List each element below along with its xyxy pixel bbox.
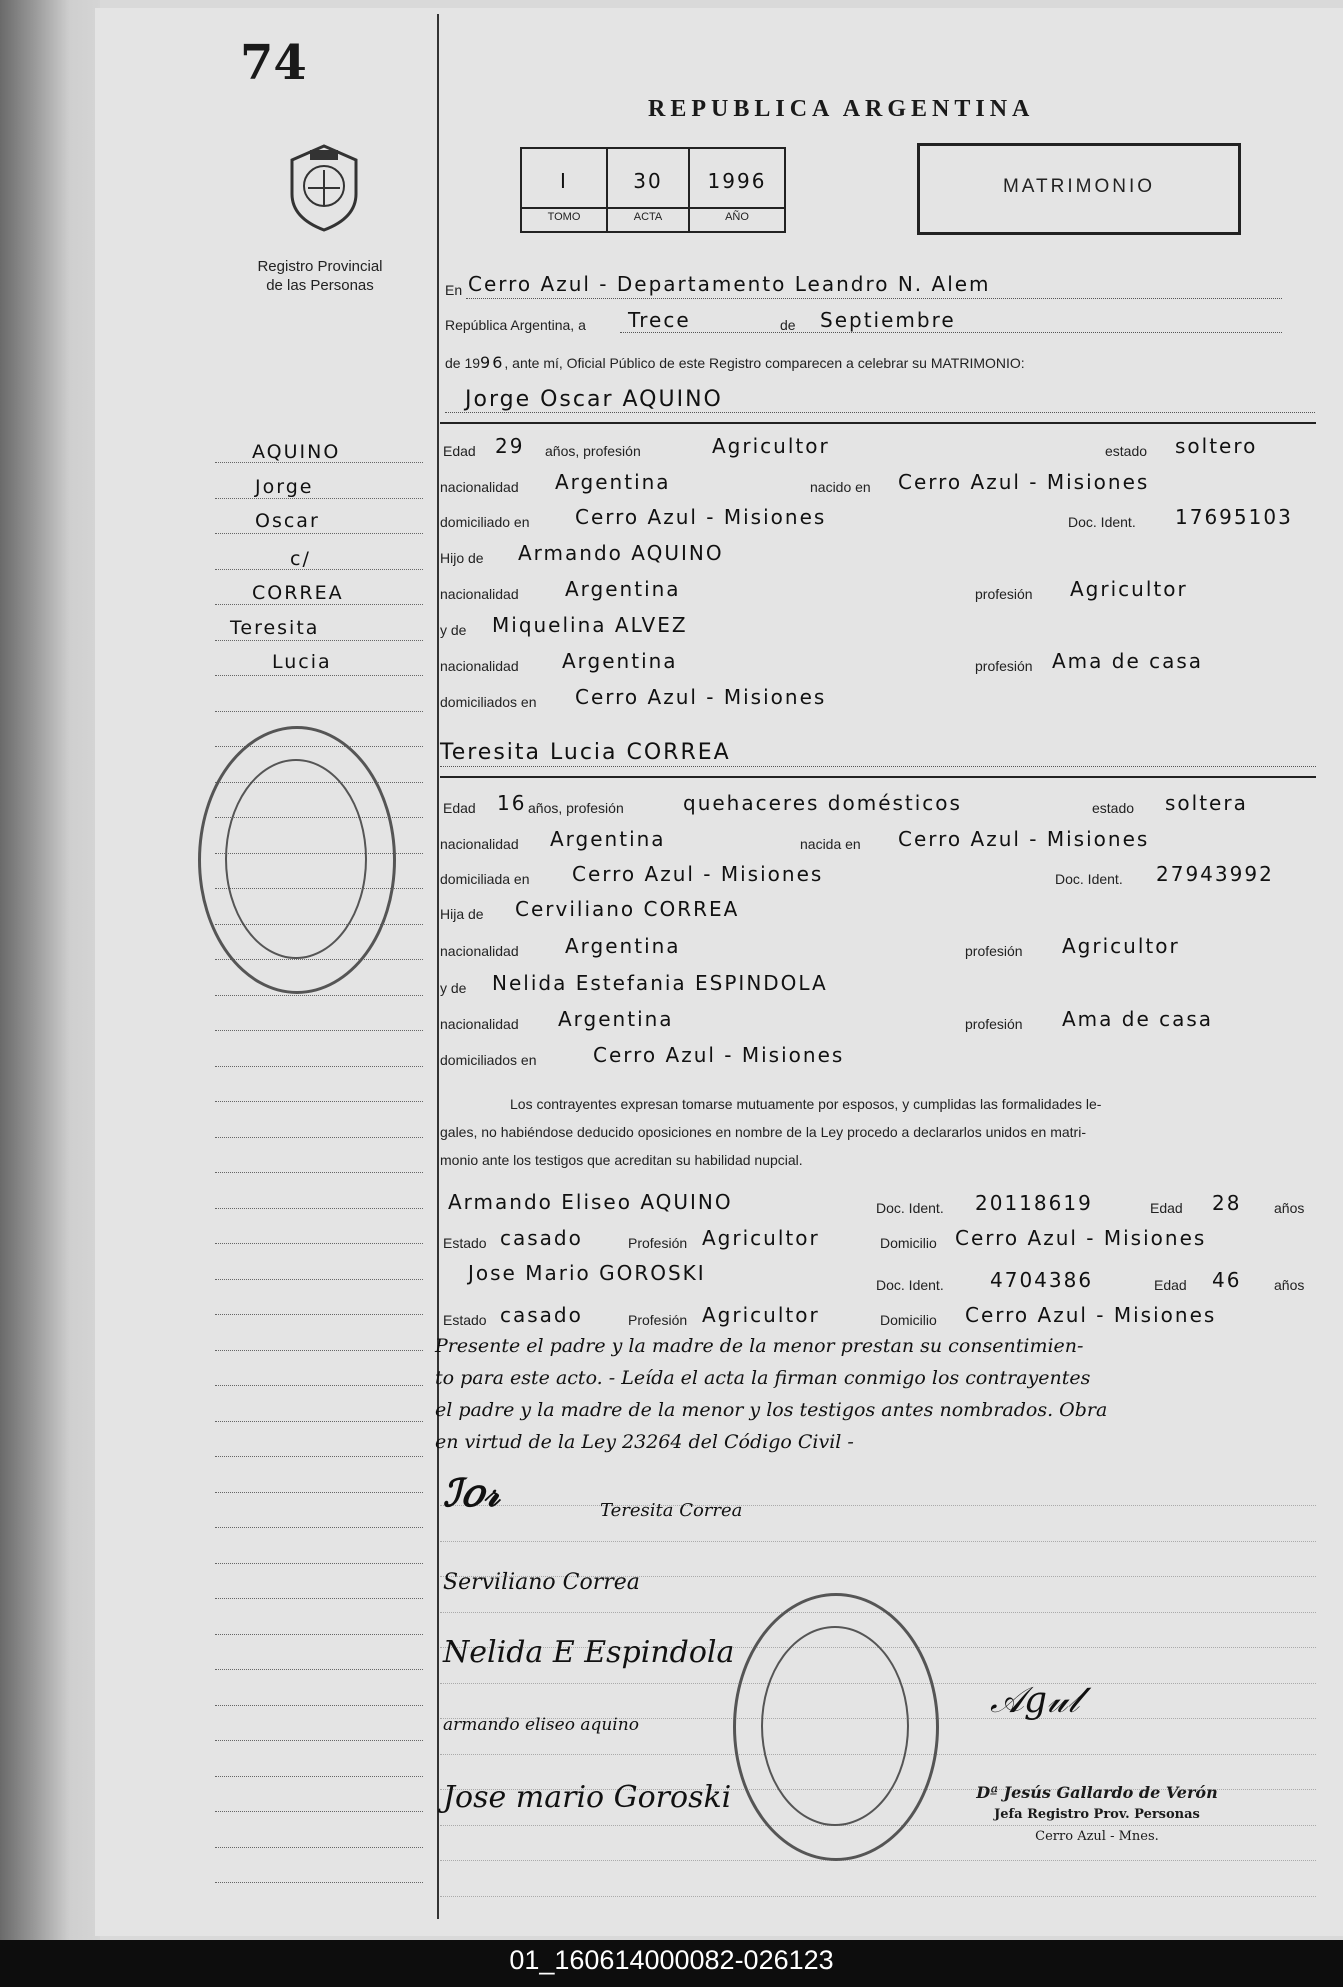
groom-prof-label: años, profesión bbox=[545, 443, 641, 459]
bride-padres-dom: Cerro Azul - Misiones bbox=[593, 1043, 845, 1067]
groom-nacido-label: nacido en bbox=[810, 479, 871, 495]
bride-prof-label: años, profesión bbox=[528, 800, 624, 816]
groom-madre-nac: Argentina bbox=[562, 649, 678, 673]
groom-madre-nac-label: nacionalidad bbox=[440, 658, 519, 674]
matrimonio-label: MATRIMONIO bbox=[1002, 176, 1156, 197]
intro-day: Trece bbox=[628, 308, 691, 332]
witness-1-doc: 20118619 bbox=[975, 1191, 1093, 1215]
margin-rule bbox=[215, 1847, 423, 1848]
bride-padre: Cerviliano CORREA bbox=[515, 897, 740, 921]
witness-1-estado: casado bbox=[500, 1226, 583, 1250]
margin-rule bbox=[215, 569, 423, 570]
signature-contrayente: ℐ𝑜𝓇 bbox=[443, 1470, 500, 1515]
witness-2-anos-label: años bbox=[1274, 1277, 1305, 1293]
groom-profesion: Agricultor bbox=[712, 434, 830, 458]
groom-madre-prof: Ama de casa bbox=[1052, 649, 1204, 673]
statement-line-1: Los contrayentes expresan tomarse mutuamente por esposos, y cumplidas las formalidades le- bbox=[510, 1096, 1102, 1112]
bride-madre-nac: Argentina bbox=[558, 1007, 674, 1031]
bride-nac-label: nacionalidad bbox=[440, 836, 519, 852]
ano-value: 1996 bbox=[707, 169, 767, 193]
margin-rule bbox=[215, 604, 423, 605]
bride-yde-label: y de bbox=[440, 980, 467, 996]
bride-edad-label: Edad bbox=[443, 800, 476, 816]
groom-name-line bbox=[445, 412, 1315, 413]
witness-2-estado-label: Estado bbox=[443, 1312, 487, 1328]
margin-rule bbox=[215, 1066, 423, 1067]
groom-edad-label: Edad bbox=[443, 443, 476, 459]
witness-2-prof-label: Profesión bbox=[628, 1312, 688, 1328]
coat-of-arms-icon bbox=[278, 142, 370, 234]
witness-1-profesion: Agricultor bbox=[702, 1226, 820, 1250]
image-caption: 01_160614000082-026123 bbox=[509, 1945, 834, 1975]
margin-rule bbox=[215, 1705, 423, 1706]
bride-section-rule bbox=[440, 776, 1316, 778]
bride-estado: soltera bbox=[1165, 791, 1248, 815]
bride-profesion: quehaceres domésticos bbox=[683, 791, 962, 815]
witness-1-anos-label: años bbox=[1274, 1200, 1305, 1216]
witness-2-estado: casado bbox=[500, 1303, 583, 1327]
groom-domicilio: Cerro Azul - Misiones bbox=[575, 505, 827, 529]
groom-estado: soltero bbox=[1175, 434, 1258, 458]
bride-madre: Nelida Estefania ESPINDOLA bbox=[492, 971, 828, 995]
year-suffix: 96 bbox=[480, 353, 505, 372]
witness-2-doc-label: Doc. Ident. bbox=[876, 1277, 944, 1293]
margin-rule bbox=[215, 1740, 423, 1741]
bride-padre-prof-label: profesión bbox=[965, 943, 1023, 959]
groom-nacionalidad: Argentina bbox=[555, 470, 671, 494]
note-line-1: Presente el padre y la madre de la menor prestan su consentimien- bbox=[435, 1335, 1084, 1357]
officer-place: Cerro Azul - Mnes. bbox=[1035, 1829, 1159, 1844]
groom-padre-prof: Agricultor bbox=[1070, 577, 1188, 601]
signature-witness-1: armando eliseo aquino bbox=[443, 1715, 639, 1735]
groom-madre: Miquelina ALVEZ bbox=[492, 613, 688, 637]
witness-1-prof-label: Profesión bbox=[628, 1235, 688, 1251]
groom-section-rule bbox=[440, 422, 1316, 424]
groom-padres-dom: Cerro Azul - Misiones bbox=[575, 685, 827, 709]
groom-name: Jorge Oscar AQUINO bbox=[465, 387, 723, 412]
bride-doms-label: domiciliados en bbox=[440, 1052, 537, 1068]
note-line-3: el padre y la madre de la menor y los testigos antes nombrados. Obra bbox=[435, 1399, 1108, 1421]
bride-name: Teresita Lucia CORREA bbox=[440, 740, 731, 765]
margin-rule bbox=[215, 1669, 423, 1670]
tomo-label: TOMO bbox=[547, 211, 581, 223]
margin-rule bbox=[215, 711, 423, 712]
ano-label: AÑO bbox=[725, 211, 749, 223]
margin-rule bbox=[215, 1101, 423, 1102]
statement bbox=[440, 1090, 1316, 1174]
signature-witness-2: Jose mario Goroski bbox=[443, 1780, 732, 1815]
margin-rule bbox=[215, 1776, 423, 1777]
statement-line-3: monio ante los testigos que acreditan su habilidad nupcial. bbox=[440, 1152, 803, 1168]
margin-rule bbox=[215, 533, 423, 534]
bride-hija-label: Hija de bbox=[440, 906, 484, 922]
bride-edad: 16 bbox=[497, 791, 527, 815]
registry-name bbox=[230, 257, 410, 295]
bride-nacida-label: nacida en bbox=[800, 836, 861, 852]
margin-rule bbox=[215, 1456, 423, 1457]
country-title: REPUBLICA ARGENTINA bbox=[648, 96, 1035, 122]
matrimonio-box bbox=[917, 143, 1241, 235]
margin-name-1: AQUINO bbox=[252, 441, 341, 463]
margin-rule bbox=[215, 1811, 423, 1812]
margin-rule bbox=[215, 1563, 423, 1564]
bride-dom-label: domiciliada en bbox=[440, 871, 530, 887]
margin-rule bbox=[215, 1527, 423, 1528]
officer-title: Jefa Registro Prov. Personas bbox=[994, 1807, 1200, 1822]
groom-doc: 17695103 bbox=[1175, 505, 1293, 529]
witness-1-edad-label: Edad bbox=[1150, 1200, 1183, 1216]
bride-estado-label: estado bbox=[1092, 800, 1135, 816]
witness-1-domicilio: Cerro Azul - Misiones bbox=[955, 1226, 1207, 1250]
bride-padre-nac-label: nacionalidad bbox=[440, 943, 519, 959]
margin-rule bbox=[215, 1279, 423, 1280]
registry-line-2: de las Personas bbox=[266, 277, 374, 294]
intro-date-line bbox=[620, 332, 1282, 333]
signature-rule bbox=[440, 1896, 1316, 1897]
margin-rule bbox=[215, 640, 423, 641]
signature-bride-mother: Nelida E Espindola bbox=[443, 1635, 735, 1670]
intro-year-label bbox=[445, 353, 1025, 372]
witness-2-name: Jose Mario GOROSKI bbox=[468, 1261, 706, 1285]
registry-line-1: Registro Provincial bbox=[257, 258, 383, 275]
margin-rule bbox=[215, 1137, 423, 1138]
book-edge bbox=[0, 0, 100, 1940]
groom-edad: 29 bbox=[495, 434, 525, 458]
margin-name-6: Teresita bbox=[230, 617, 320, 639]
groom-padre-prof-label: profesión bbox=[975, 586, 1033, 602]
margin-rule bbox=[215, 1208, 423, 1209]
bride-padre-prof: Agricultor bbox=[1062, 934, 1180, 958]
bride-doc-label: Doc. Ident. bbox=[1055, 871, 1123, 887]
margin-rule bbox=[215, 1634, 423, 1635]
signature-rule bbox=[440, 1541, 1316, 1542]
tomo-value: I bbox=[560, 169, 568, 193]
signature-bride: Teresita Correa bbox=[600, 1500, 743, 1521]
groom-yde-label: y de bbox=[440, 622, 467, 638]
note-line-2: to para este acto. - Leída el acta la firman conmigo los contrayentes bbox=[435, 1367, 1091, 1389]
official-seal-2 bbox=[733, 1593, 939, 1861]
margin-rule bbox=[215, 1598, 423, 1599]
box-sep-h bbox=[522, 207, 784, 209]
bride-madre-nac-label: nacionalidad bbox=[440, 1016, 519, 1032]
margin-rule bbox=[215, 1385, 423, 1386]
page-number: 74 bbox=[240, 35, 307, 91]
margin-rule bbox=[215, 995, 423, 996]
column-divider bbox=[437, 14, 439, 1919]
groom-padre-nac: Argentina bbox=[565, 577, 681, 601]
intro-rest: , ante mí, Oficial Público de este Registro comparecen a celebrar su MATRIMONIO: bbox=[504, 355, 1025, 371]
witness-1-dom-label: Domicilio bbox=[880, 1235, 937, 1251]
witness-1-doc-label: Doc. Ident. bbox=[876, 1200, 944, 1216]
signature-bride-father: Serviliano Correa bbox=[443, 1570, 640, 1595]
witness-1-edad: 28 bbox=[1212, 1191, 1242, 1215]
acta-value: 30 bbox=[633, 169, 663, 193]
signature-rule bbox=[440, 1505, 1316, 1506]
margin-rule bbox=[215, 1030, 423, 1031]
bride-nacida: Cerro Azul - Misiones bbox=[898, 827, 1150, 851]
groom-nac-label: nacionalidad bbox=[440, 479, 519, 495]
bride-name-line bbox=[440, 766, 1316, 767]
bride-padre-nac: Argentina bbox=[565, 934, 681, 958]
bride-madre-prof: Ama de casa bbox=[1062, 1007, 1214, 1031]
witness-2-dom-label: Domicilio bbox=[880, 1312, 937, 1328]
acta-label: ACTA bbox=[633, 211, 663, 223]
margin-name-4: c/ bbox=[290, 548, 311, 570]
witness-1-estado-label: Estado bbox=[443, 1235, 487, 1251]
intro-place-line bbox=[466, 298, 1282, 299]
margin-rule bbox=[215, 1172, 423, 1173]
groom-doc-label: Doc. Ident. bbox=[1068, 514, 1136, 530]
bride-doc: 27943992 bbox=[1156, 862, 1274, 886]
groom-madre-prof-label: profesión bbox=[975, 658, 1033, 674]
republica-label: República Argentina, a bbox=[445, 317, 586, 333]
groom-estado-label: estado bbox=[1105, 443, 1148, 459]
margin-rule bbox=[215, 1350, 423, 1351]
margin-name-2: Jorge bbox=[255, 476, 314, 498]
bride-nacionalidad: Argentina bbox=[550, 827, 666, 851]
margin-rule bbox=[215, 1243, 423, 1244]
groom-dom-label: domiciliado en bbox=[440, 514, 530, 530]
margin-rule bbox=[215, 1882, 423, 1883]
groom-padre-nac-label: nacionalidad bbox=[440, 586, 519, 602]
intro-month: Septiembre bbox=[820, 308, 956, 332]
seal-2-inner bbox=[761, 1626, 909, 1826]
witness-2-doc: 4704386 bbox=[990, 1268, 1094, 1292]
margin-rule bbox=[215, 1492, 423, 1493]
statement-line-2: gales, no habiéndose deducido oposiciones en nombre de la Ley procedo a declararlos unidos en matri- bbox=[440, 1124, 1086, 1140]
margin-rule bbox=[215, 498, 423, 499]
margin-name-5: CORREA bbox=[252, 582, 344, 604]
official-seal-1 bbox=[198, 726, 396, 994]
seal-1-inner bbox=[225, 759, 367, 959]
en-label: En bbox=[445, 282, 463, 298]
de-label: de bbox=[780, 317, 796, 333]
note-line-4: en virtud de la Ley 23264 del Código Civil - bbox=[435, 1431, 854, 1453]
groom-padre: Armando AQUINO bbox=[518, 541, 724, 565]
margin-rule bbox=[215, 1314, 423, 1315]
witness-1-name: Armando Eliseo AQUINO bbox=[448, 1190, 733, 1214]
margin-name-7: Lucia bbox=[272, 651, 332, 673]
witness-2-domicilio: Cerro Azul - Misiones bbox=[965, 1303, 1217, 1327]
margin-name-3: Oscar bbox=[255, 510, 320, 532]
witness-2-edad: 46 bbox=[1212, 1268, 1242, 1292]
witness-2-edad-label: Edad bbox=[1154, 1277, 1187, 1293]
margin-rule bbox=[215, 1421, 423, 1422]
bride-madre-prof-label: profesión bbox=[965, 1016, 1023, 1032]
signature-officer: 𝒜𝑔𝓊𝓁 bbox=[990, 1680, 1080, 1721]
year-prefix: de 19 bbox=[445, 355, 481, 371]
witness-2-profesion: Agricultor bbox=[702, 1303, 820, 1327]
margin-rule bbox=[215, 675, 423, 676]
groom-hijo-label: Hijo de bbox=[440, 550, 484, 566]
intro-place: Cerro Azul - Departamento Leandro N. Alem bbox=[468, 272, 991, 296]
handwritten-notes bbox=[435, 1330, 1315, 1458]
officer-name: Dª Jesús Gallardo de Verón bbox=[976, 1783, 1218, 1802]
officer-stamp bbox=[962, 1782, 1232, 1848]
signature-rule bbox=[440, 1860, 1316, 1861]
groom-doms-label: domiciliados en bbox=[440, 694, 537, 710]
bride-domicilio: Cerro Azul - Misiones bbox=[572, 862, 824, 886]
groom-nacido: Cerro Azul - Misiones bbox=[898, 470, 1150, 494]
tomo-acta-ano-box bbox=[520, 147, 786, 233]
